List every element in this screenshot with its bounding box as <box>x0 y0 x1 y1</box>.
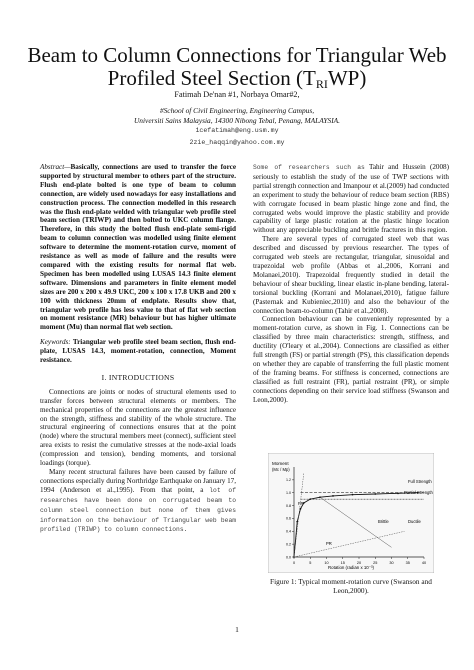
y-axis-unit: (Mc / Mp) <box>272 467 290 472</box>
label-partial-strength: Partial Strength <box>404 490 433 495</box>
paper-title <box>0 44 474 96</box>
label-fr: FR <box>298 501 304 506</box>
email-2: 2zie_haqqin@yahoo.com.my <box>189 139 285 146</box>
series-point <box>309 498 311 500</box>
affiliation <box>0 106 474 126</box>
label-full-strength: Full Strength <box>408 479 432 484</box>
section-heading-introductions: I. INTRODUCTIONS <box>101 372 175 382</box>
intro-paragraph-2 <box>40 468 236 535</box>
right-paragraph-1b: Tahir and Hussein (2008) seriously to establish the study of the use of TWP sections with partial strength connection and Imanpour et al.(2009) had conducted an experiment to study the behaviour of reduce beam section (RBS) with corrugate focused in beam plastic hinge zone and find, the corrugated webs would improve the plastic stability and provide capability of large plastic rotation at the plastic hinge location without any appreciable buckling and brittle fractures in this region. <box>253 163 449 235</box>
series-point <box>374 493 376 495</box>
right-paragraph-2: There are several types of corrugated steel web that was described and discussed by previous researcher. The types of corrugated web steels are rectangular, triangular, sinusoidal and trapezoidal web profile (Abbas et al.,2006, Korrani and Molanaei,2010). Trapezoidal frequently studied in detail the behaviour of shear buckling, linear elastic in-plane bending, lateral-torsional buckling (Korrani and Molanaei,2010), fatigue failure (Pasternak and Kubieniec,2010) and also the behaviour of the connection beam-to-column (Tahir et al.,2008). <box>253 235 449 315</box>
page-number: 1 <box>235 625 239 634</box>
y-tick-label: 0.8 <box>286 503 291 508</box>
moment-rotation-figure <box>268 453 434 573</box>
right-column <box>253 163 449 404</box>
y-tick-label: 0.4 <box>286 529 291 534</box>
intro-paragraph-2b: lot of researches have been done on corrugated beam to column steel connection but none of them gives information on the behaviour of Triangular web beam profiled (TRIWP) to column connections. <box>40 486 236 534</box>
x-tick-label: 5 <box>309 561 312 565</box>
x-tick-label: 25 <box>373 561 378 565</box>
series-point <box>397 492 399 494</box>
label-ductile: Ductile <box>408 519 421 524</box>
title-main: Beam to Column Connections for Triangular Web Profiled Steel Section (T <box>27 43 447 90</box>
x-tick-label: 10 <box>324 561 329 565</box>
affiliation-line-1: #School of Civil Engineering, Engineering Campus, <box>159 106 315 115</box>
y-axis-label: Moment <box>272 461 289 466</box>
title-end: WP) <box>327 66 367 90</box>
figure-caption: Figure 1: Typical moment-rotation curve (Swanson and Leon,2000). <box>270 577 432 595</box>
y-tick-label: 0.2 <box>286 542 291 547</box>
abstract <box>40 163 236 332</box>
series-point <box>332 495 334 497</box>
x-tick-label: 30 <box>389 561 394 565</box>
x-tick-label: 40 <box>421 561 427 565</box>
abstract-text: Basically, connections are used to transfer the force supported by structural member to others part of the structure. Flush end-plate bolted is one type of beam to column connection, are widely used nowadays for easy installations and construction process. The connection modelled in this research was the flush end-plate welded with triangular web profile steel beam section (TRIWP) and then bolted to UKC column flange. Therefore, in this study the bolted flush end-plate semi-rigid beam to column connection was modelled using finite element software to determine the moment-rotation curve, moment of resistance as well as mode of failure and the results were compared with the existing results for normal flat web. Specimen has been modelled using LUSAS 14.3 finite element software. Dimensions and parameters in finite element model sizes are 200 x 200 x 49.9 UKC, 200 x 100 x 17.8 UKB and 200 x 100 with thickness 20mm of endplate. Results show that, triangular web profile has less value to that of flat web section on moment resistance (MR) behaviour but has higher ultimate moment (Mu) than normal flat web section. <box>40 163 236 332</box>
intro-paragraph-2a: Many recent structural failures have been caused by failure of connections especially during Northridge Earthquake on January 17, 1994 (Anderson et al.,1995). From that point, a <box>40 468 236 494</box>
authors: Fatimah De'nan #1, Norbaya Omar#2, <box>174 90 300 99</box>
x-tick-label: 15 <box>340 561 345 565</box>
y-tick-label: 0.6 <box>286 516 291 521</box>
keywords-text: Triangular web profile steel beam section, flush end-plate, LUSAS 14.3, moment-rotation, connection, Moment resistance. <box>40 338 236 365</box>
y-tick-label: 1.0 <box>286 491 291 496</box>
x-axis-label: Rotation (radian x 10⁻³) <box>327 565 375 570</box>
label-pr: PR <box>326 541 332 546</box>
email-1: 1cefatimah@eng.usm.my <box>195 127 279 134</box>
x-tick-label: 35 <box>405 561 410 565</box>
right-paragraph-3: Connection behaviour can be conveniently represented by a moment-rotation curve, as shown in Fig. 1. Connections can be classified by three main characteristics: strength, stiffness, and ductility (O'leary et al.,2004). Connections are classified as either full strength (FS) or partial strength (PS), this classification depends on whether they are capable of transferring the full plastic moment of the framing beams. For stiffness is concerned, connections are classified as full restraint (FR), partial restraint (PR), or simple connections depending on their service load stiffness (Swanson and Leon,2000). <box>253 315 449 404</box>
series-point <box>352 494 354 496</box>
figure-background <box>268 453 434 573</box>
keywords <box>40 338 236 365</box>
title-subscript: RI <box>315 77 328 91</box>
affiliation-line-2: Universiti Sains Malaysia, 14300 Nibong Tebal, Penang, MALAYSIA. <box>133 116 341 125</box>
x-tick-label: 0 <box>292 561 296 565</box>
y-tick-label: 0.0 <box>286 555 291 560</box>
y-tick-label: 1.2 <box>286 478 291 483</box>
x-tick-label: 20 <box>356 561 362 565</box>
intro-paragraph-1: Connections are joints or nodes of structural elements used to transfer forces between structural elements or members. The mechanical properties of the connections are the greatest influence on the strength, stiffness and stability of the whole structure. The structural engineering of connections ensures that at the point (node) where the structural members meet (connect), sufficient steel area exists to resist the cumulative stresses at the node-axial loads (compression and tension), bending moments, and torsional loadings (torque). <box>40 387 236 468</box>
right-paragraph-1a: Some of researchers such as <box>253 164 365 171</box>
abstract-label: Abstract— <box>40 163 71 171</box>
label-brittle: Brittle <box>378 519 389 524</box>
left-column <box>40 163 236 535</box>
right-paragraph-1 <box>253 163 449 235</box>
keywords-label: Keywords: <box>40 338 71 347</box>
